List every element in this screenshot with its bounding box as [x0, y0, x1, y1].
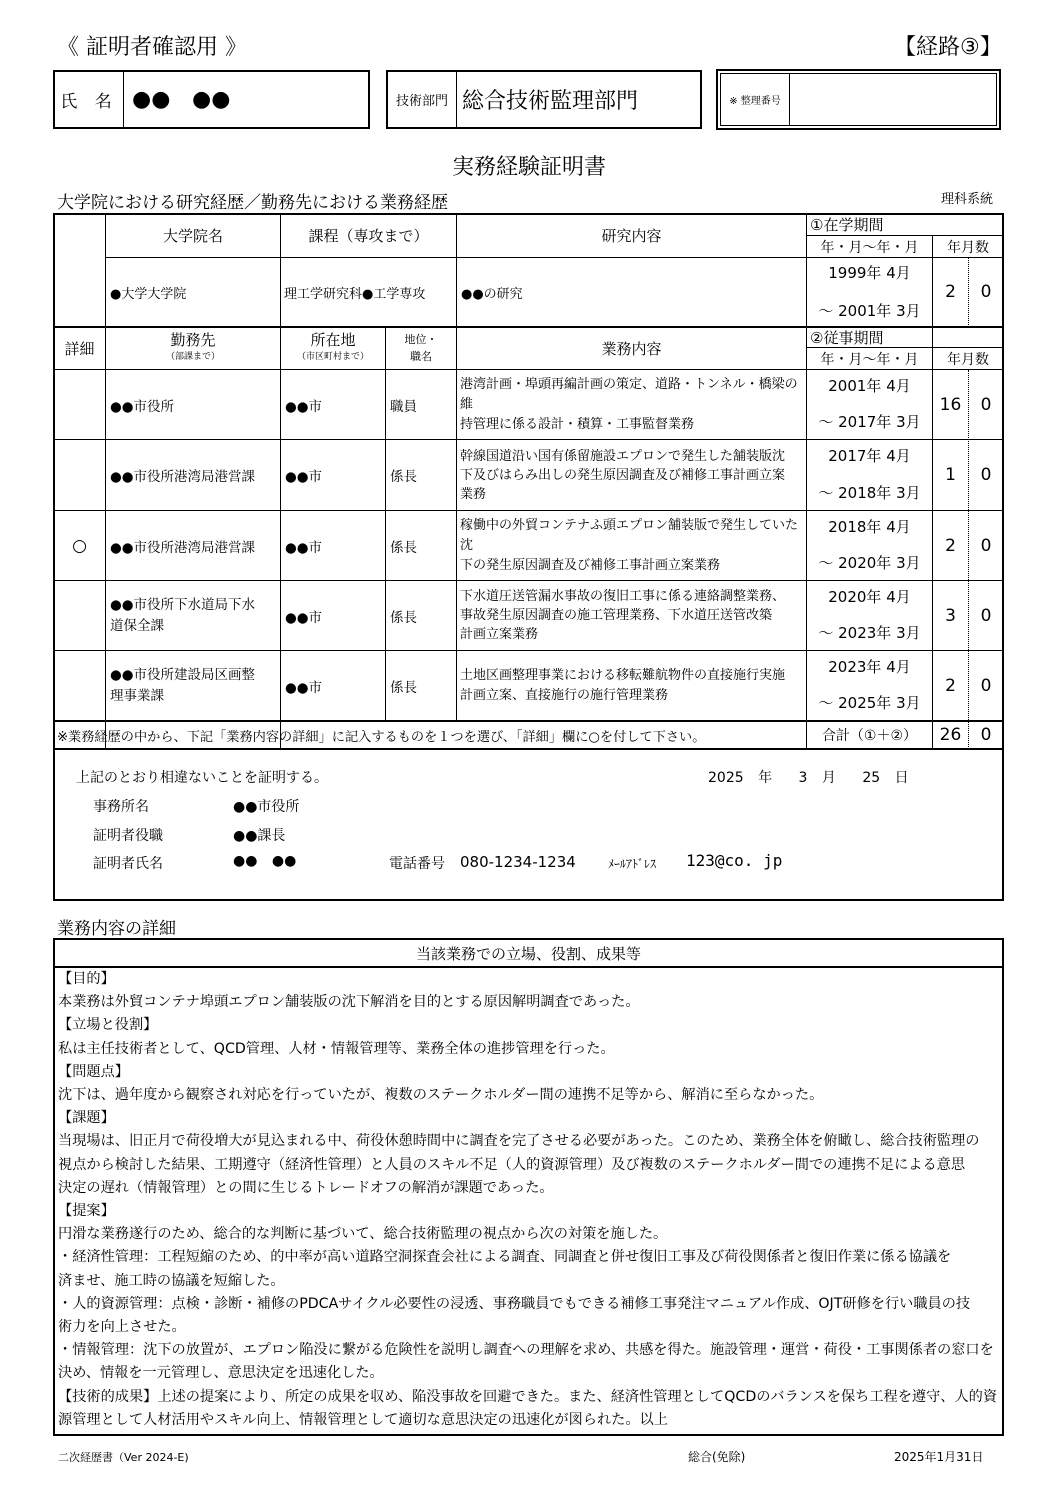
cert-day[interactable]: 25	[862, 770, 881, 786]
grad-course-header: 課程（専攻まで）	[308, 227, 429, 245]
position-value: 係長	[390, 679, 417, 696]
location-value: ●●市	[285, 469, 323, 485]
total-label: 合計（①＋②）	[821, 728, 918, 744]
phone-label: 電話番号	[389, 856, 445, 872]
detail-line: 済ませ、施工時の協議を短縮した。	[58, 1273, 285, 1289]
detail-line: 視点から検討した結果、工期遵守（経済性管理）と人員のスキル不足（人的資源管理）及び複数のステークホルダー間での連携不足による意思	[58, 1157, 966, 1173]
position-value: 係長	[390, 539, 417, 556]
department-label: 技術部門	[395, 94, 448, 109]
grad-content-value: ●●の研究	[461, 286, 523, 302]
detail-line: 術力を向上させた。	[58, 1319, 186, 1335]
years-value: 3	[945, 605, 956, 626]
footer-date: 2025年1月31日	[894, 1450, 984, 1464]
detail-line: 【立場と役割】	[58, 1017, 158, 1033]
work-months-header: 年月数	[947, 351, 989, 368]
footer-category: 総合(免除)	[688, 1450, 746, 1464]
period-from: 2023年 4月	[828, 657, 911, 676]
months-value: 0	[980, 605, 992, 626]
form-purpose-title: 《 証明者確認用 》	[57, 35, 247, 60]
grad-school-value: ●大学大学院	[110, 286, 187, 302]
detail-mark[interactable]: ○	[72, 535, 87, 556]
office-label: 事務所名	[93, 799, 149, 815]
mail-label: ﾒｰﾙｱﾄﾞﾚｽ	[608, 857, 657, 871]
detail-line: 【問題点】	[58, 1064, 129, 1080]
detail-line: 沈下は、過年度から観察され対応を行っていたが、複数のステークホルダー間の連携不足等から、解消に至らなかった。	[58, 1087, 824, 1103]
certification-statement: 上記のとおり相違ないことを証明する。	[76, 770, 328, 786]
work-content-header: 業務内容	[601, 340, 662, 358]
detail-line: 円滑な業務遂行のため、総合的な判断に基づいて、総合技術監理の視点から次の対策を施した。	[58, 1226, 668, 1242]
certifier-value[interactable]: ●● ●●	[233, 853, 297, 869]
employer-value: ●●市役所	[110, 398, 175, 415]
detail-mark[interactable]	[54, 370, 105, 439]
detail-line: 決め、情報を一元管理し、意思決定を迅速化した。	[58, 1365, 384, 1381]
employer-value: ●●市役所港湾局港営課	[110, 539, 256, 556]
department-value[interactable]: 総合技術監理部門	[462, 89, 639, 114]
role-label: 証明者役職	[93, 828, 163, 844]
detail-mark[interactable]	[54, 581, 105, 650]
period-to: ～ 2020年 3月	[818, 553, 921, 572]
grad-months-header: 年月数	[947, 239, 989, 256]
work-position-header: 地位・	[404, 333, 438, 346]
employer-value: ●●市役所下水道局下水 道保全課	[110, 596, 256, 634]
grad-years: 2	[945, 282, 956, 302]
employer-value: ●●市役所港湾局港営課	[110, 469, 256, 485]
work-content-value: 稼働中の外貿コンテナふ頭エプロン舗装版で発生していた沈 下の発生原因調査及び補修工事計画立案業務	[460, 517, 799, 573]
location-value: ●●市	[285, 609, 323, 626]
work-content-value: 港湾計画・埠頭再編計画の策定、道路・トンネル・橋梁の維 持管理に係る設計・積算・工事監督業務	[460, 376, 798, 432]
period-to: ～ 2025年 3月	[818, 693, 921, 712]
work-employer-header: 勤務先	[170, 331, 216, 349]
detail-line: 【提案】	[58, 1203, 115, 1219]
cert-year[interactable]: 2025	[708, 770, 744, 786]
work-location-header: 所在地	[310, 331, 356, 349]
work-location-subheader: （市区町村まで）	[296, 352, 369, 362]
route-label: 【経路③】	[894, 35, 1002, 60]
period-from: 2001年 4月	[828, 376, 911, 395]
footer-version: 二次経歴書（Ver 2024-E)	[58, 1451, 189, 1464]
section-title: 大学院における研究経歴／勤務先における業務経歴	[57, 193, 448, 213]
years-value: 2	[945, 535, 956, 556]
certification-date: 2025 年 3 月 25 日	[708, 770, 909, 786]
total-years: 26	[939, 725, 962, 745]
location-value: ●●市	[285, 398, 323, 415]
work-content-value: 土地区画整理事業における移転難航物件の直接施行実施 計画立案、直接施行の施行管理業務	[460, 667, 786, 703]
grad-school-header: 大学院名	[162, 227, 223, 245]
reference-number-input[interactable]	[792, 74, 995, 125]
months-value: 0	[980, 465, 992, 485]
detail-line: ・経済性管理：工程短縮のため、的中率が高い道路空洞探査会社による調査、同調査と併せ復旧工事及び荷役関係者と復旧作業に係る協議を	[58, 1249, 952, 1265]
months-value: 0	[980, 394, 992, 415]
position-value: 職員	[390, 398, 417, 415]
detail-line: ・人的資源管理：点検・診断・補修のPDCAサイクル必要性の浸透、事務職員でもできる補修工事発注マニュアル作成、OJT研修を行い職員の技	[58, 1296, 971, 1312]
grad-period-title: ①在学期間	[810, 216, 884, 234]
detail-line: 【課題】	[58, 1110, 115, 1126]
period-from: 2020年 4月	[828, 587, 911, 606]
period-to: ～ 2017年 3月	[818, 412, 921, 431]
grad-months: 0	[980, 282, 992, 302]
detail-line: ・情報管理：沈下の放置が、エプロン陥没に繋がる危険性を説明し調査への理解を求め、共感を得た。施設管理・運営・荷役・工事関係者の窓口を	[58, 1342, 994, 1358]
detail-line: 本業務は外貿コンテナ埠頭エプロン舗装版の沈下解消を目的とする原因解明調査であった。	[58, 994, 640, 1010]
work-content-value: 幹線国道沿い国有係留施設エプロンで発生した舗装版沈 下及びはらみ出しの発生原因調査及び補修工事計画立案 業務	[460, 448, 786, 502]
years-value: 1	[945, 465, 956, 485]
location-value: ●●市	[285, 539, 323, 556]
employer-value: ●●市役所建設局区画整 理事業課	[110, 666, 256, 704]
position-value: 係長	[390, 469, 417, 485]
certifier-label: 証明者氏名	[93, 856, 163, 872]
document-title: 実務経験証明書	[451, 155, 606, 180]
cert-month[interactable]: 3	[798, 770, 808, 786]
period-to: ～ 2023年 3月	[818, 623, 921, 642]
detail-mark[interactable]	[54, 440, 105, 510]
detail-line: 当現場は、旧正月で荷役増大が見込まれる中、荷役休憩時間中に調査を完了させる必要があった。このため、業務全体を俯瞰し、総合技術監理の	[58, 1133, 980, 1149]
reference-number-label: ※ 整理番号	[729, 96, 781, 107]
work-period-title: ②従事期間	[810, 329, 884, 347]
name-value[interactable]: ●● ●●	[132, 87, 231, 112]
detail-section-title: 業務内容の詳細	[57, 919, 176, 939]
work-content-value: 下水道圧送管漏水事故の復旧工事に係る連絡調整業務、 事故発生原因調査の施工管理業務、下水道圧送管改築 計画立案業務	[460, 589, 786, 642]
role-value[interactable]: ●●課長	[233, 828, 286, 844]
office-value[interactable]: ●●市役所	[233, 799, 300, 815]
period-to: ～ 2018年 3月	[818, 483, 921, 502]
detail-line: 【目的】	[58, 971, 115, 987]
months-value: 0	[980, 535, 992, 556]
detail-box-header: 当該業務での立場、役割、成果等	[415, 944, 641, 963]
section-note: 理科系統	[941, 192, 994, 207]
mail-value[interactable]: 123@co. jp	[686, 851, 783, 870]
grad-period-sub: 年・月～年・月	[820, 239, 919, 256]
position-value: 係長	[390, 609, 417, 626]
detail-line: 私は主任技術者として、QCD管理、人材・情報管理等、業務全体の進捗管理を行った。	[58, 1041, 615, 1057]
grad-content-header: 研究内容	[601, 227, 662, 245]
detail-line: 源管理として人材活用やスキル向上、情報管理として適切な意思決定の迅速化が図られた。以上	[58, 1412, 668, 1428]
work-position-header-2: 職名	[410, 350, 432, 363]
detail-line: 【技術的成果】上述の提案により、所定の成果を収め、陥没事故を回避できた。また、経済性管理としてQCDのバランスを保ち工程を遵守、人的資	[58, 1389, 998, 1405]
total-months: 0	[980, 725, 992, 745]
name-label: 氏 名	[60, 92, 118, 112]
months-value: 0	[980, 675, 992, 696]
grad-course-value: 理工学研究科●工学専攻	[284, 286, 426, 302]
period-from: 2017年 4月	[828, 446, 911, 465]
work-employer-subheader: （部課まで）	[165, 352, 220, 362]
work-detail-header: 詳細	[64, 340, 95, 358]
phone-value[interactable]: 080-1234-1234	[460, 853, 576, 871]
location-value: ●●市	[285, 679, 323, 696]
grad-period-to: ～ 2001年 3月	[818, 301, 921, 320]
work-period-sub: 年・月～年・月	[820, 351, 919, 368]
period-from: 2018年 4月	[828, 517, 911, 536]
grad-period-from: 1999年 4月	[828, 263, 911, 282]
years-value: 16	[939, 394, 962, 415]
detail-line: 決定の遅れ（情報管理）との間に生じるトレードオフの解消が課題であった。	[58, 1180, 554, 1196]
detail-mark[interactable]	[54, 651, 105, 720]
years-value: 2	[945, 675, 956, 696]
selection-note: ※業務経歴の中から、下記「業務内容の詳細」に記入するものを１つを選び、「詳細」欄に○を付して下さい。	[57, 729, 706, 745]
